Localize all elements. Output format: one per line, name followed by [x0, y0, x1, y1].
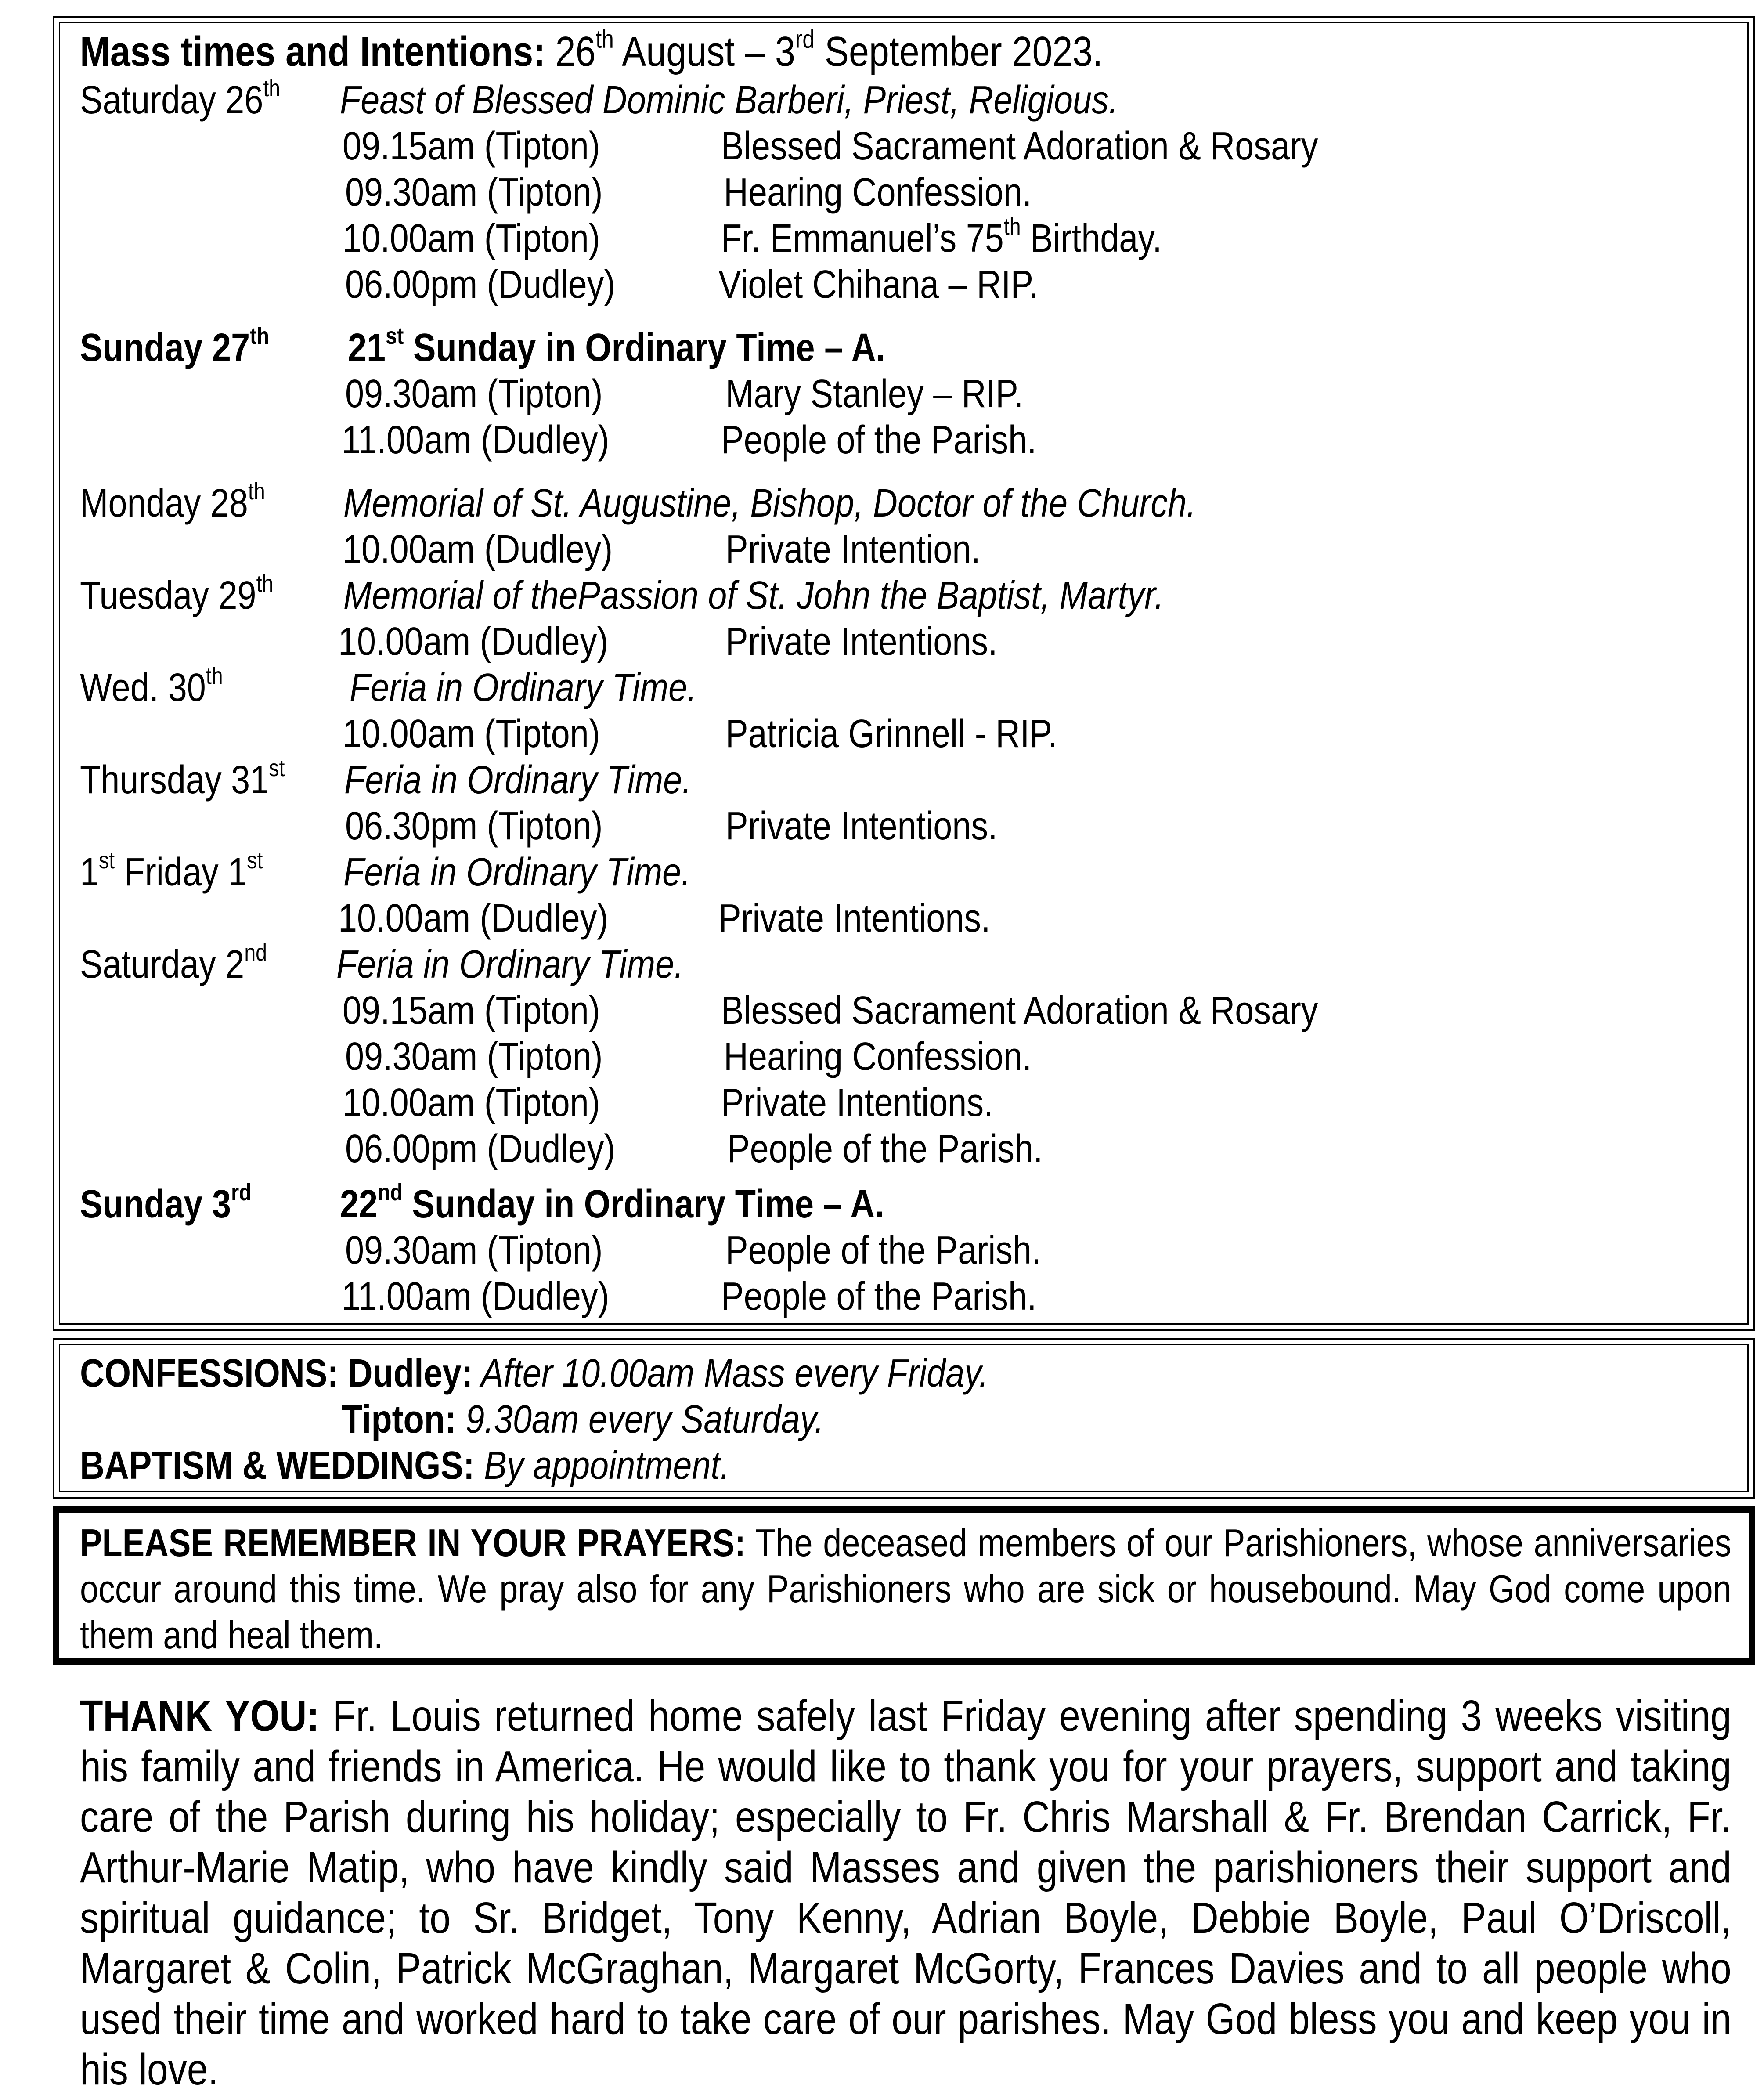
mass-time: 10.00am (Dudley)	[338, 896, 609, 940]
mass-time: 09.30am (Tipton)	[345, 1035, 603, 1079]
mass-intention: Hearing Confession.	[724, 1035, 1032, 1079]
mass-time: 10.00am (Dudley)	[338, 620, 609, 664]
day-saturday-26: Saturday 26th	[80, 75, 281, 122]
mass-intention: People of the Parish.	[721, 1275, 1037, 1318]
mass-time: 10.00am (Dudley)	[343, 527, 613, 571]
day-saturday-2: Saturday 2nd	[80, 939, 267, 986]
mass-intention: Private Intentions.	[721, 1081, 993, 1125]
mass-time: 11.00am (Dudley)	[342, 1275, 610, 1318]
mass-times-heading: Mass times and Intentions: 26th August – 3rd September 2023.	[80, 25, 1103, 75]
mass-intention: Violet Chihana – RIP.	[718, 263, 1039, 307]
mass-intention: Fr. Emmanuel’s 75th Birthday.	[721, 213, 1162, 260]
mass-time: 09.30am (Tipton)	[345, 170, 603, 214]
feast-wednesday-30: Feria in Ordinary Time.	[350, 666, 697, 710]
day-tuesday-29: Tuesday 29th	[80, 571, 274, 618]
mass-time: 10.00am (Tipton)	[343, 1081, 600, 1125]
day-thursday-31: Thursday 31st	[80, 755, 285, 802]
mass-intention: Hearing Confession.	[724, 170, 1032, 214]
mass-intention: Private Intentions.	[725, 804, 998, 848]
mass-intention: People of the Parish.	[721, 418, 1037, 462]
feast-friday-1: Feria in Ordinary Time.	[343, 850, 691, 894]
mass-time: 06.30pm (Tipton)	[345, 804, 603, 848]
mass-time: 06.00pm (Dudley)	[345, 263, 616, 307]
mass-intention: Patricia Grinnell - RIP.	[725, 712, 1057, 756]
mass-intention: Private Intentions.	[718, 896, 991, 940]
day-monday-28: Monday 28th	[80, 478, 265, 525]
mass-intention: Mary Stanley – RIP.	[725, 372, 1024, 416]
mass-time: 09.15am (Tipton)	[343, 989, 600, 1033]
feast-sunday-3: 22nd Sunday in Ordinary Time – A.	[340, 1179, 884, 1226]
thank-you-paragraph: THANK YOU: Fr. Louis returned home safely last Friday evening after spending 3 weeks visiting his family and friends in America. He would like to thank you for your prayers, support and taking care of the Parish during his holiday; especially to Fr. Chris Marshall & Fr. Brendan Carrick, Fr. Arthur-Marie Matip, who have kindly said Masses and given the parishioners their support and spiritual guidance; to Sr. Bridget, Tony Kenny, Adrian Boyle, Debbie Boyle, Paul O’Driscoll, Margaret & Colin, Patrick McGraghan, Margaret McGorty, Frances Davies and to all people who used their time and worked hard to take care of our parishes. May God bless you and keep you in his love.	[80, 1691, 1732, 2094]
mass-intention: Private Intention.	[725, 527, 981, 571]
confessions-dudley-line: CONFESSIONS: Dudley: After 10.00am Mass every Friday.	[80, 1351, 988, 1395]
mass-intention: Blessed Sacrament Adoration & Rosary	[721, 989, 1318, 1033]
mass-time: 10.00am (Tipton)	[343, 217, 600, 260]
mass-time: 10.00am (Tipton)	[343, 712, 600, 756]
mass-time: 09.30am (Tipton)	[345, 1228, 603, 1272]
day-sunday-3: Sunday 3rd	[80, 1179, 252, 1226]
feast-tuesday-29: Memorial of thePassion of St. John the Baptist, Martyr.	[343, 574, 1164, 618]
mass-time: 11.00am (Dudley)	[342, 418, 610, 462]
day-sunday-27: Sunday 27th	[80, 323, 269, 370]
feast-thursday-31: Feria in Ordinary Time.	[344, 758, 692, 802]
day-first-friday-1: 1st Friday 1st	[80, 847, 263, 894]
confessions-tipton-line: Tipton: 9.30am every Saturday.	[342, 1398, 824, 1441]
feast-sunday-27: 21st Sunday in Ordinary Time – A.	[348, 323, 886, 370]
day-wednesday-30: Wed. 30th	[80, 663, 223, 710]
mass-time: 09.30am (Tipton)	[345, 372, 603, 416]
feast-monday-28: Memorial of St. Augustine, Bishop, Doctor of the Church.	[343, 481, 1196, 525]
mass-intention: People of the Parish.	[725, 1228, 1041, 1272]
mass-time: 09.15am (Tipton)	[343, 124, 600, 168]
baptism-weddings-line: BAPTISM & WEDDINGS: By appointment.	[80, 1444, 730, 1488]
prayers-paragraph: PLEASE REMEMBER IN YOUR PRAYERS: The deceased members of our Parishioners, whose anniversaries occur around this time. We pray also for any Parishioners who are sick or housebound. May God come upon them and heal them.	[80, 1521, 1732, 1657]
mass-intention: People of the Parish.	[727, 1127, 1043, 1171]
feast-saturday-2: Feria in Ordinary Time.	[336, 943, 684, 986]
mass-intention: Blessed Sacrament Adoration & Rosary	[721, 124, 1318, 168]
feast-saturday-26: Feast of Blessed Dominic Barberi, Priest, Religious.	[340, 78, 1118, 122]
mass-time: 06.00pm (Dudley)	[345, 1127, 616, 1171]
mass-intention: Private Intentions.	[725, 620, 998, 664]
